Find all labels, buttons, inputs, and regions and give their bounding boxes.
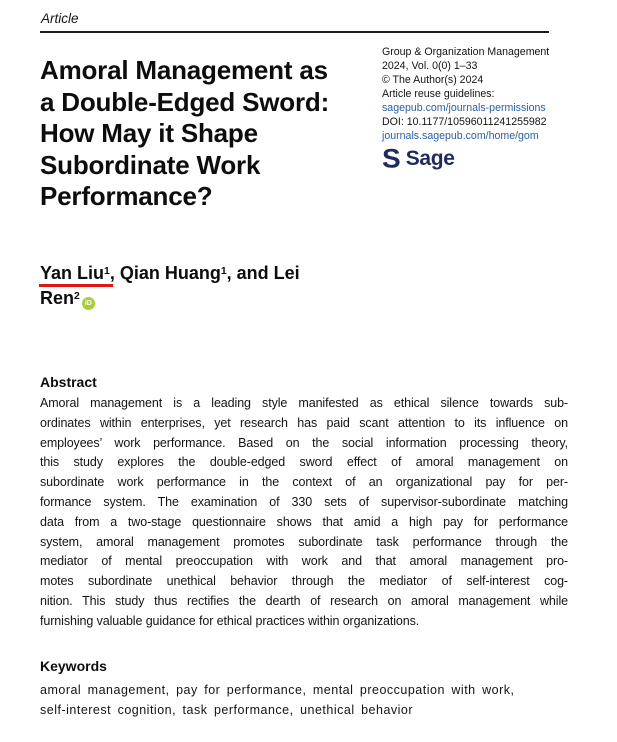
abstract-line: mediator of mental preoccupation with work and that amoral management pro-: [40, 554, 568, 569]
abstract-line: employees’ work performance. Based on the social information processing theory,: [40, 435, 568, 450]
paper-title: [40, 55, 385, 213]
author-yan-liu-underlined: [40, 263, 110, 283]
sage-logo-text: Sage: [405, 147, 455, 170]
author-line-2: [40, 286, 385, 311]
sage-logo: [382, 143, 582, 174]
title-line: How May it Shape: [40, 118, 258, 148]
title-line: a Double-Edged Sword:: [40, 86, 330, 117]
orcid-icon[interactable]: iD: [82, 297, 95, 310]
journal-home-link[interactable]: journals.sagepub.com/home/gom: [382, 130, 539, 142]
author-line-1: [40, 261, 385, 286]
title-line: Amoral Management as: [40, 55, 328, 85]
author-name: Yan Liu: [40, 263, 105, 283]
affiliation-superscript: 2: [74, 290, 80, 302]
abstract-line: this study explores the double-edged sword effect of amoral management on: [40, 455, 568, 470]
header-rule: [40, 31, 549, 33]
author-name: , and Lei: [226, 263, 300, 283]
keywords-line: amoral management, pay for performance, mental preoccupation with work,: [40, 683, 515, 697]
permissions-link[interactable]: sagepub.com/journals-permissions: [382, 102, 546, 114]
journal-volume: 2024, Vol. 0(0) 1–33: [382, 60, 478, 72]
journal-copyright: © The Author(s) 2024: [382, 74, 484, 86]
abstract-line: system, amoral management promotes subordinate task performance through the: [40, 534, 568, 549]
abstract-heading: Abstract: [40, 374, 97, 390]
abstract-line: Amoral management is a leading style manifested as ethical silence towards sub-: [40, 396, 568, 410]
abstract-line: motes subordinate unethical behavior through the mediator of self-interest cog-: [40, 574, 568, 589]
abstract-line: furnishing valuable guidance for ethical practices within organizations.: [40, 613, 420, 628]
author-name: , Qian Huang: [109, 263, 221, 283]
journal-name: Group & Organization Management: [382, 46, 550, 58]
keywords-line: self-interest cognition, task performance, unethical behavior: [40, 702, 414, 717]
article-type-label: Article: [41, 11, 79, 26]
abstract-line: ordinates within enterprises, yet research has paid scant attention to its influence on: [40, 415, 568, 430]
abstract-line: subordinate work performance in the context of an organizational pay for per-: [40, 475, 568, 490]
reuse-guidelines-label: Article reuse guidelines:: [382, 88, 495, 100]
sage-s-icon: S: [382, 143, 401, 174]
abstract-text: [40, 394, 568, 632]
journal-info-block: [382, 45, 582, 172]
authors-block: [40, 261, 385, 310]
abstract-line: formance system. The examination of 330 sets of supervisor-subordinate matching: [40, 494, 568, 509]
doi-text: DOI: 10.1177/10596011241255982: [382, 116, 547, 128]
title-line: Subordinate Work: [40, 149, 261, 180]
abstract-line: nition. This study thus rectifies the dearth of research on amoral management while: [40, 593, 568, 608]
affiliation-superscript: 1: [220, 266, 227, 278]
keywords-text: [40, 681, 580, 720]
abstract-line: data from a two-stage questionnaire shows that amid a high pay for performance: [40, 514, 568, 529]
affiliation-superscript: 1: [104, 266, 110, 278]
title-line: Performance?: [40, 181, 213, 211]
keywords-heading: Keywords: [40, 658, 107, 674]
author-name: Ren: [40, 287, 75, 308]
